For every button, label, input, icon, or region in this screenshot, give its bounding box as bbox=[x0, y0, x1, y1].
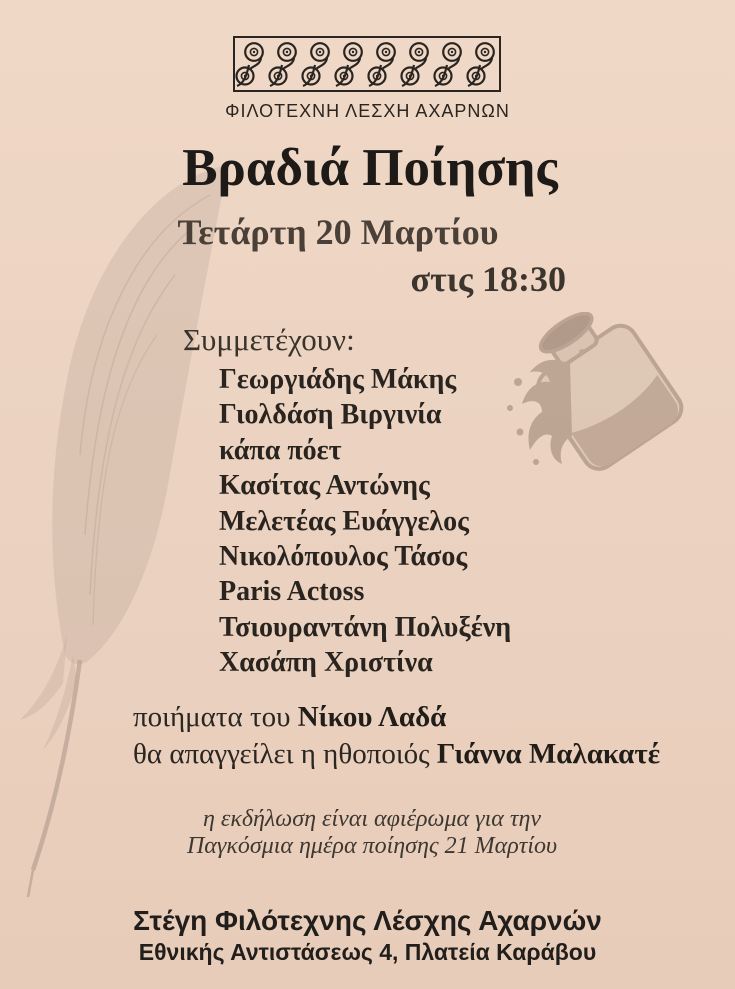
poems-prefix: ποιήματα του bbox=[133, 701, 298, 733]
dedication bbox=[88, 806, 656, 860]
list-item: Γεωργιάδης Μάκης bbox=[219, 364, 457, 395]
dedication-line-2: Παγκόσμια ημέρα ποίησης 21 Μαρτίου bbox=[186, 833, 558, 859]
participants-list bbox=[219, 362, 619, 681]
recite-actress: Γιάννα Μαλακατέ bbox=[436, 738, 661, 770]
address: Εθνικής Αντιστάσεως 4, Πλατεία Καράβου bbox=[138, 939, 597, 965]
greek-scroll-pattern-icon bbox=[235, 39, 499, 89]
event-date: Τετάρτη 20 Μαρτίου bbox=[177, 212, 499, 252]
list-item: Μελετέας Ευάγγελος bbox=[219, 505, 469, 537]
logo-box bbox=[233, 36, 501, 92]
list-item: κάπα πόετ bbox=[219, 434, 342, 466]
list-item: Τσιουραντάνη Πολυξένη bbox=[219, 611, 512, 643]
recite-line bbox=[133, 736, 693, 773]
program-block bbox=[133, 699, 693, 773]
dedication-line-1: η εκδήλωση είναι αφιέρωμα για την bbox=[202, 806, 542, 832]
list-item: Paris Actoss bbox=[219, 576, 365, 608]
recite-prefix: θα απαγγείλει η ηθοποιός bbox=[133, 738, 437, 770]
poems-line bbox=[133, 699, 693, 736]
participants-label: Συμμετέχουν: bbox=[183, 322, 355, 357]
page-title: Βραδιά Ποίησης bbox=[182, 139, 558, 197]
org-name: ΦΙΛΟΤΕΧΝΗ ΛΕΣΧΗ ΑΧΑΡΝΩΝ bbox=[225, 101, 510, 121]
list-item: Γιολδάση Βιργινία bbox=[219, 399, 442, 431]
list-item: Νικολόπουλος Τάσος bbox=[219, 540, 468, 572]
poems-author: Νίκου Λαδά bbox=[297, 701, 447, 733]
event-time: στις 18:30 bbox=[410, 259, 566, 299]
list-item: Κασίτας Αντώνης bbox=[219, 470, 430, 502]
list-item: Χασάπη Χριστίνα bbox=[219, 647, 433, 679]
venue: Στέγη Φιλότεχνης Λέσχης Αχαρνών bbox=[133, 905, 602, 936]
